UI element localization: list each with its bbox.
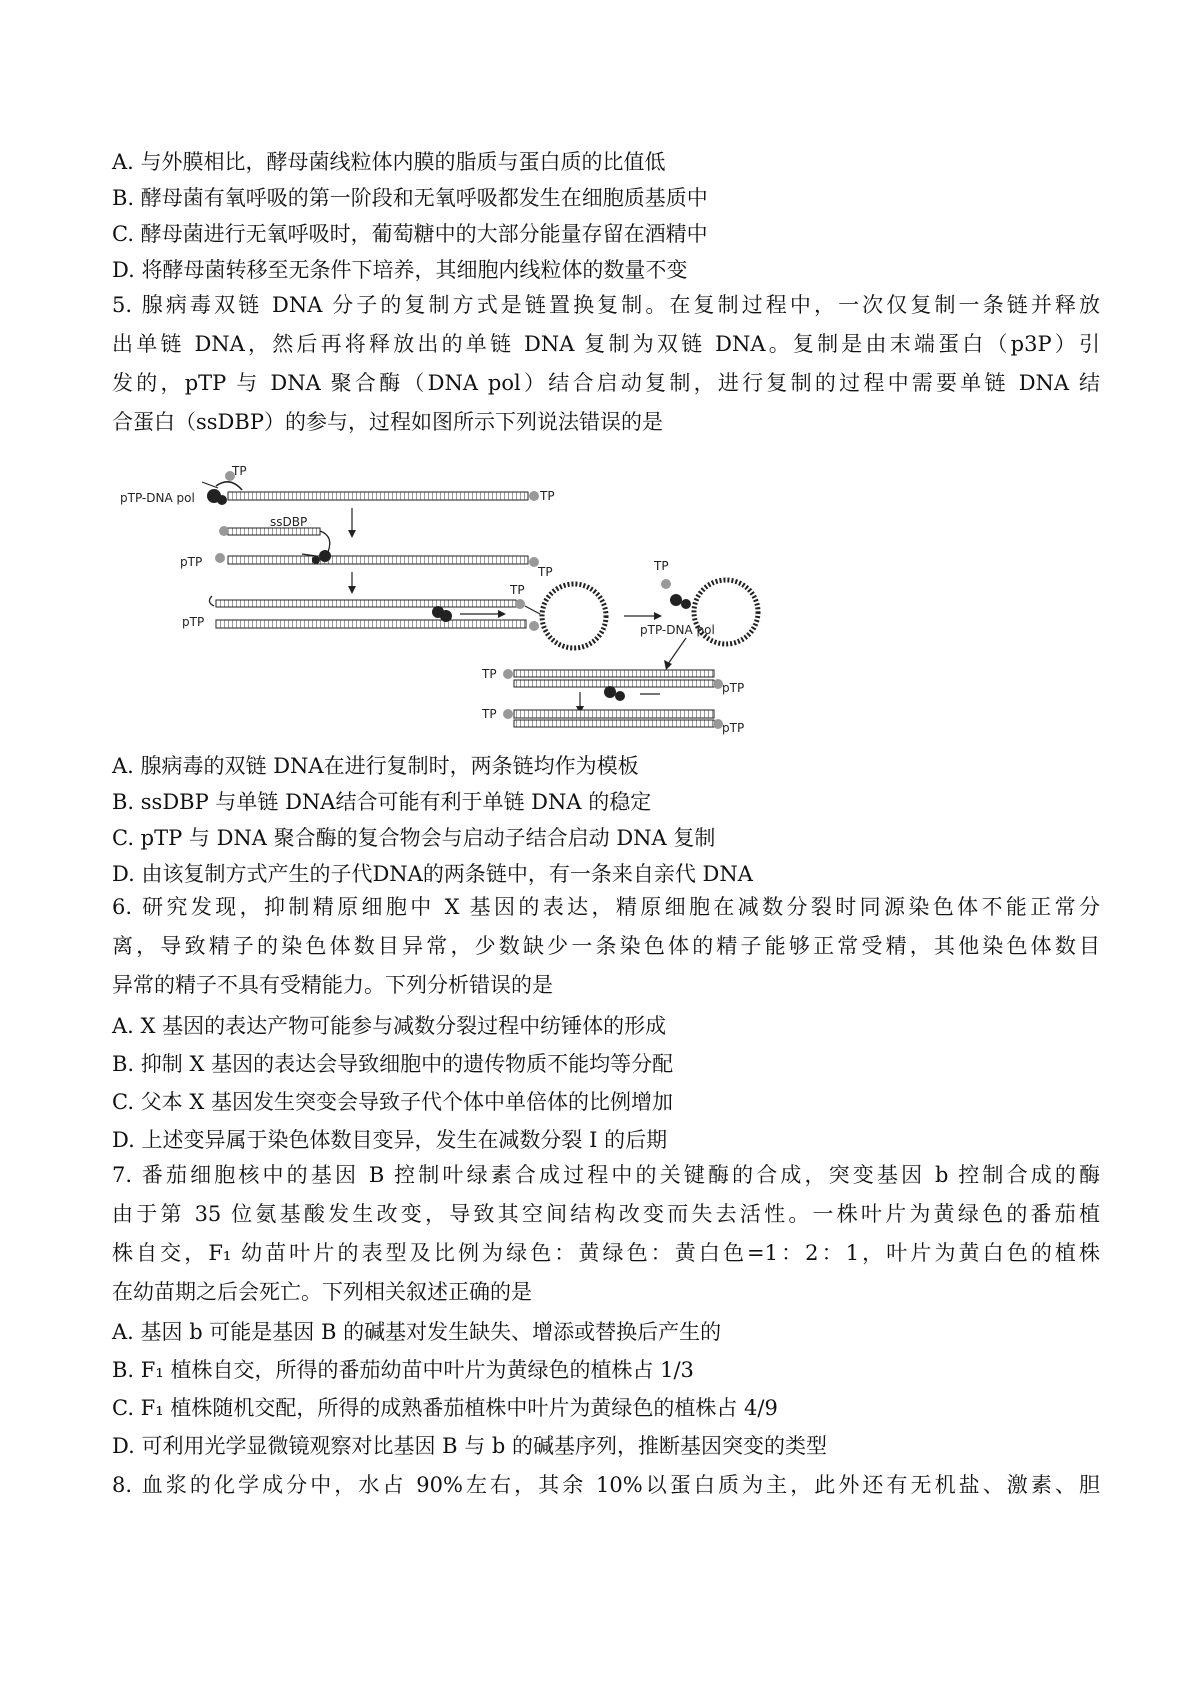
q5-stem xyxy=(112,286,1100,442)
label-tp: TP xyxy=(540,489,555,503)
dna-replication-diagram xyxy=(120,466,820,736)
stage-final xyxy=(481,667,744,735)
q7-stem-line: 株自交，F₁ 幼苗叶片的表型及比例为绿色：黄绿色：黄白色=1：2：1，叶片为黄白色的植株 xyxy=(112,1241,1100,1265)
label-tp: TP xyxy=(510,583,525,597)
circular-intermediate xyxy=(509,583,606,648)
q5-option-c: C. pTP 与 DNA 聚合酶的复合物会与启动子结合启动 DNA 复制 xyxy=(112,826,716,850)
label-tp: TP xyxy=(538,565,553,579)
label-tp: TP xyxy=(482,667,497,681)
q8-stem xyxy=(112,1466,1100,1505)
q4-option-b: B. 酵母菌有氧呼吸的第一阶段和无氧呼吸都发生在细胞质基质中 xyxy=(112,186,708,210)
stage-2 xyxy=(180,515,553,579)
q7-option-d: D. 可利用光学显微镜观察对比基因 B 与 b 的碱基序列，推断基因突变的类型 xyxy=(112,1434,828,1458)
terminal-protein-icon xyxy=(529,491,539,501)
q7-option-b: B. F₁ 植株自交，所得的番茄幼苗中叶片为黄绿色的植株占 1/3 xyxy=(112,1358,694,1382)
label-ptp: pTP xyxy=(182,615,205,629)
q6-option-d: D. 上述变异属于染色体数目变异，发生在减数分裂 I 的后期 xyxy=(112,1128,668,1152)
q5-option-a: A. 腺病毒的双链 DNA在进行复制时，两条链均作为模板 xyxy=(112,754,639,778)
q6-stem xyxy=(112,888,1100,1005)
label-ptp: pTP xyxy=(180,555,203,569)
q7-stem xyxy=(112,1156,1100,1312)
q5-option-d: D. 由该复制方式产生的子代DNA的两条链中，有一条来自亲代 DNA xyxy=(112,862,753,886)
label-ssdbp: ssDBP xyxy=(270,515,308,529)
q5-stem-line: 出单链 DNA，然后再将释放出的单链 DNA 复制为双链 DNA。复制是由末端蛋白（p3P）引 xyxy=(112,332,1100,356)
stage-1 xyxy=(120,466,555,505)
q5-stem-line: 合蛋白（ssDBP）的参与，过程如图所示下列说法错误的是 xyxy=(112,410,663,434)
q7-stem-line: 在幼苗期之后会死亡。下列相关叙述正确的是 xyxy=(112,1280,532,1304)
q4-option-a: A. 与外膜相比，酵母菌线粒体内膜的脂质与蛋白质的比值低 xyxy=(112,150,666,174)
q4-option-d: D. 将酵母菌转移至无条件下培养，其细胞内线粒体的数量不变 xyxy=(112,258,688,282)
q8-stem-line: 8. 血浆的化学成分中，水占 90%左右，其余 10%以蛋白质为主，此外还有无机盐、激素、胆 xyxy=(112,1473,1100,1497)
q6-option-b: B. 抑制 X 基因的表达会导致细胞中的遗传物质不能均等分配 xyxy=(112,1052,674,1076)
label-tp: TP xyxy=(482,707,497,721)
q7-stem-line: 由于第 35 位氨基酸发生改变，导致其空间结构改变而失去活性。一株叶片为黄绿色的番茄植 xyxy=(112,1202,1100,1226)
q5-stem-line: 5. 腺病毒双链 DNA 分子的复制方式是链置换复制。在复制过程中，一次仅复制一条链并释放 xyxy=(112,293,1100,317)
q5-option-b: B. ssDBP 与单链 DNA结合可能有利于单链 DNA 的稳定 xyxy=(112,790,652,814)
q4-option-c: C. 酵母菌进行无氧呼吸时，葡萄糖中的大部分能量存留在酒精中 xyxy=(112,222,708,246)
circular-with-polymerase xyxy=(640,559,758,644)
q6-stem-line: 异常的精子不具有受精能力。下列分析错误的是 xyxy=(112,973,553,997)
label-ptp: pTP xyxy=(722,721,745,735)
label-tp: TP xyxy=(232,466,247,478)
label-tp: TP xyxy=(654,559,669,573)
q7-stem-line: 7. 番茄细胞核中的基因 B 控制叶绿素合成过程中的关键酶的合成，突变基因 b 控制合成的酶 xyxy=(112,1163,1100,1187)
q5-stem-line: 发的，pTP 与 DNA 聚合酶（DNA pol）结合启动复制，进行复制的过程中需要单链 DNA 结 xyxy=(112,371,1100,395)
q6-option-c: C. 父本 X 基因发生突变会导致子代个体中单倍体的比例增加 xyxy=(112,1090,673,1114)
q6-stem-line: 6. 研究发现，抑制精原细胞中 X 基因的表达，精原细胞在减数分裂时同源染色体不能正常分 xyxy=(112,895,1100,919)
label-ptp-dna-pol: pTP-DNA pol xyxy=(640,623,715,637)
q7-option-c: C. F₁ 植株随机交配，所得的成熟番茄植株中叶片为黄绿色的植株占 4/9 xyxy=(112,1396,778,1420)
q6-option-a: A. X 基因的表达产物可能参与减数分裂过程中纺锤体的形成 xyxy=(112,1014,667,1038)
q6-stem-line: 离，导致精子的染色体数目异常，少数缺少一条染色体的精子能够正常受精，其他染色体数目 xyxy=(112,934,1100,958)
label-ptp: pTP xyxy=(722,681,745,695)
q7-option-a: A. 基因 b 可能是基因 B 的碱基对发生缺失、增添或替换后产生的 xyxy=(112,1320,722,1344)
label-ptp-dna-pol: pTP-DNA pol xyxy=(120,491,195,505)
